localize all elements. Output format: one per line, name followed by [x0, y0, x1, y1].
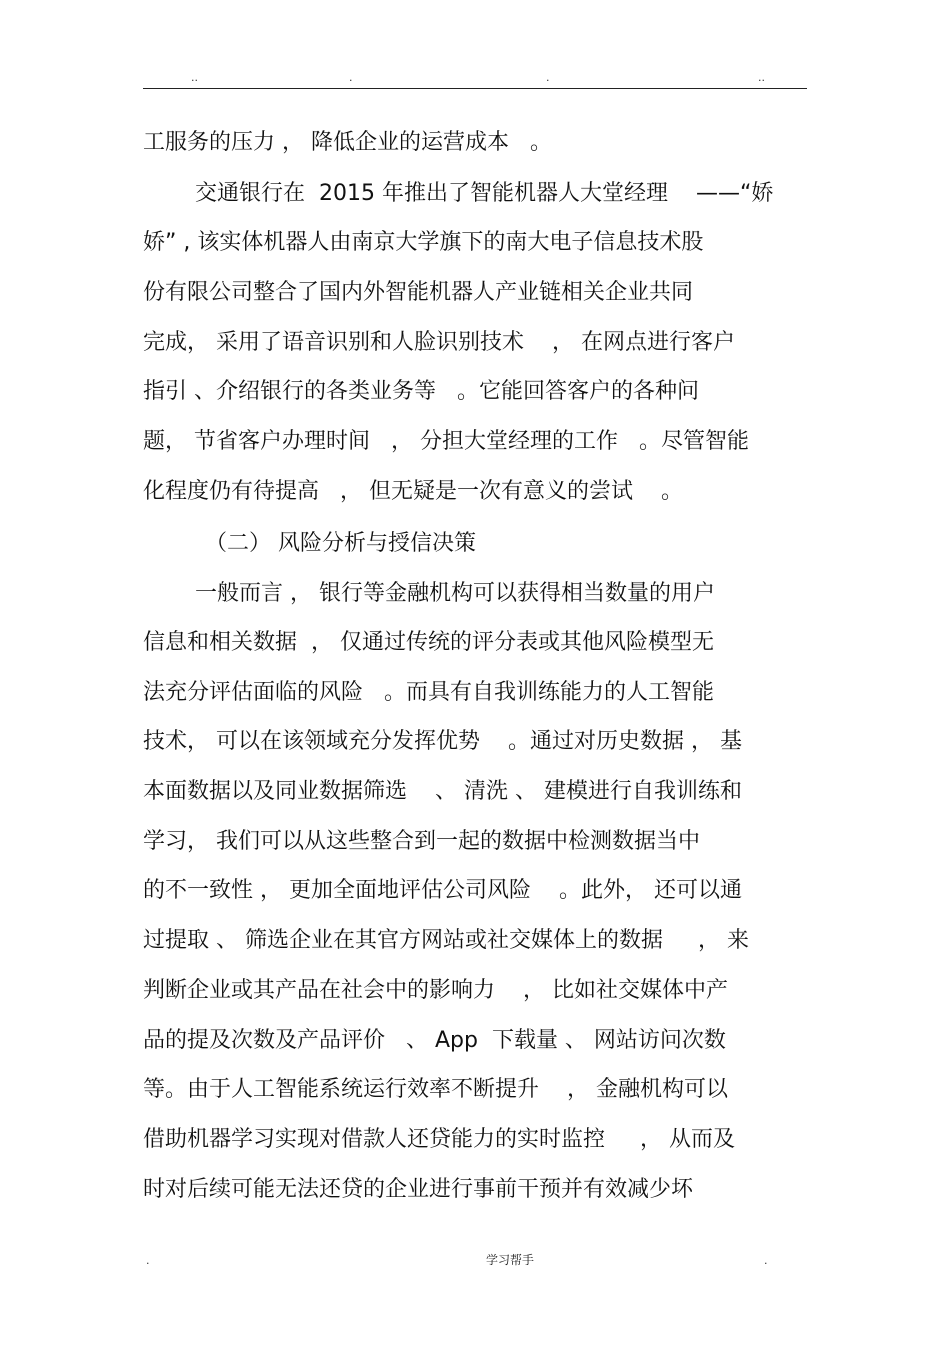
body-line: 完成， 采用了语音识别和人脸识别技术 ， 在网点进行客户 [143, 330, 735, 355]
body-line: 学习， 我们可以从这些整合到一起的数据中检测数据当中 [143, 829, 700, 854]
body-line: 工服务的压力 ， 降低企业的运营成本 。 [143, 130, 552, 155]
body-line: 指引 、介绍银行的各类业务等 。它能回答客户的各种问 [143, 379, 699, 404]
header-mark-1: .. [191, 71, 198, 84]
body-line: 过提取 、 筛选企业在其官方网站或社交媒体上的数据 ， 来 [143, 928, 749, 953]
body-line: 信息和相关数据 ， 仅通过传统的评分表或其他风险模型无 [143, 630, 714, 655]
body-line: 交通银行在 2015 年推出了智能机器人大堂经理 ——“娇 [195, 181, 774, 206]
body-line: 题， 节省客户办理时间 ， 分担大堂经理的工作 。尽管智能 [143, 429, 749, 454]
header-mark-3: . [546, 71, 550, 84]
body-line: 判断企业或其产品在社会中的影响力 ， 比如社交媒体中产 [143, 978, 728, 1003]
body-line: 等。由于人工智能系统运行效率不断提升 ， 金融机构可以 [143, 1077, 728, 1102]
footer-left-mark: . [146, 1254, 150, 1267]
body-line: 娇” , 该实体机器人由南京大学旗下的南大电子信息技术股 [143, 230, 704, 255]
body-line: 一般而言 ， 银行等金融机构可以获得相当数量的用户 [195, 581, 715, 606]
footer-label: 学习帮手 [486, 1253, 535, 1267]
body-line: 化程度仍有待提高 ， 但无疑是一次有意义的尝试 。 [143, 479, 683, 504]
header-mark-4: .. [758, 71, 765, 84]
body-line: 借助机器学习实现对借款人还贷能力的实时监控 ， 从而及 [143, 1127, 735, 1152]
header-mark-2: . [349, 71, 353, 84]
footer-right-mark: . [764, 1254, 768, 1267]
body-line: 技术， 可以在该领域充分发挥优势 。通过对历史数据 ， 基 [143, 729, 742, 754]
body-line: 本面数据以及同业数据筛选 、 清洗 、 建模进行自我训练和 [143, 779, 742, 804]
body-line: 份有限公司整合了国内外智能机器人产业链相关企业共同 [143, 280, 694, 305]
body-line: 品的提及次数及产品评价 、 App 下载量 、 网站访问次数 [143, 1028, 726, 1053]
body-line: 法充分评估面临的风险 。而具有自我训练能力的人工智能 [143, 680, 714, 705]
header-rule [143, 88, 807, 89]
section-heading: （二） 风险分析与授信决策 [205, 531, 476, 556]
body-line: 的不一致性 ， 更加全面地评估公司风险 。此外， 还可以通 [143, 878, 742, 903]
body-line: 时对后续可能无法还贷的企业进行事前干预并有效减少坏 [143, 1177, 694, 1202]
